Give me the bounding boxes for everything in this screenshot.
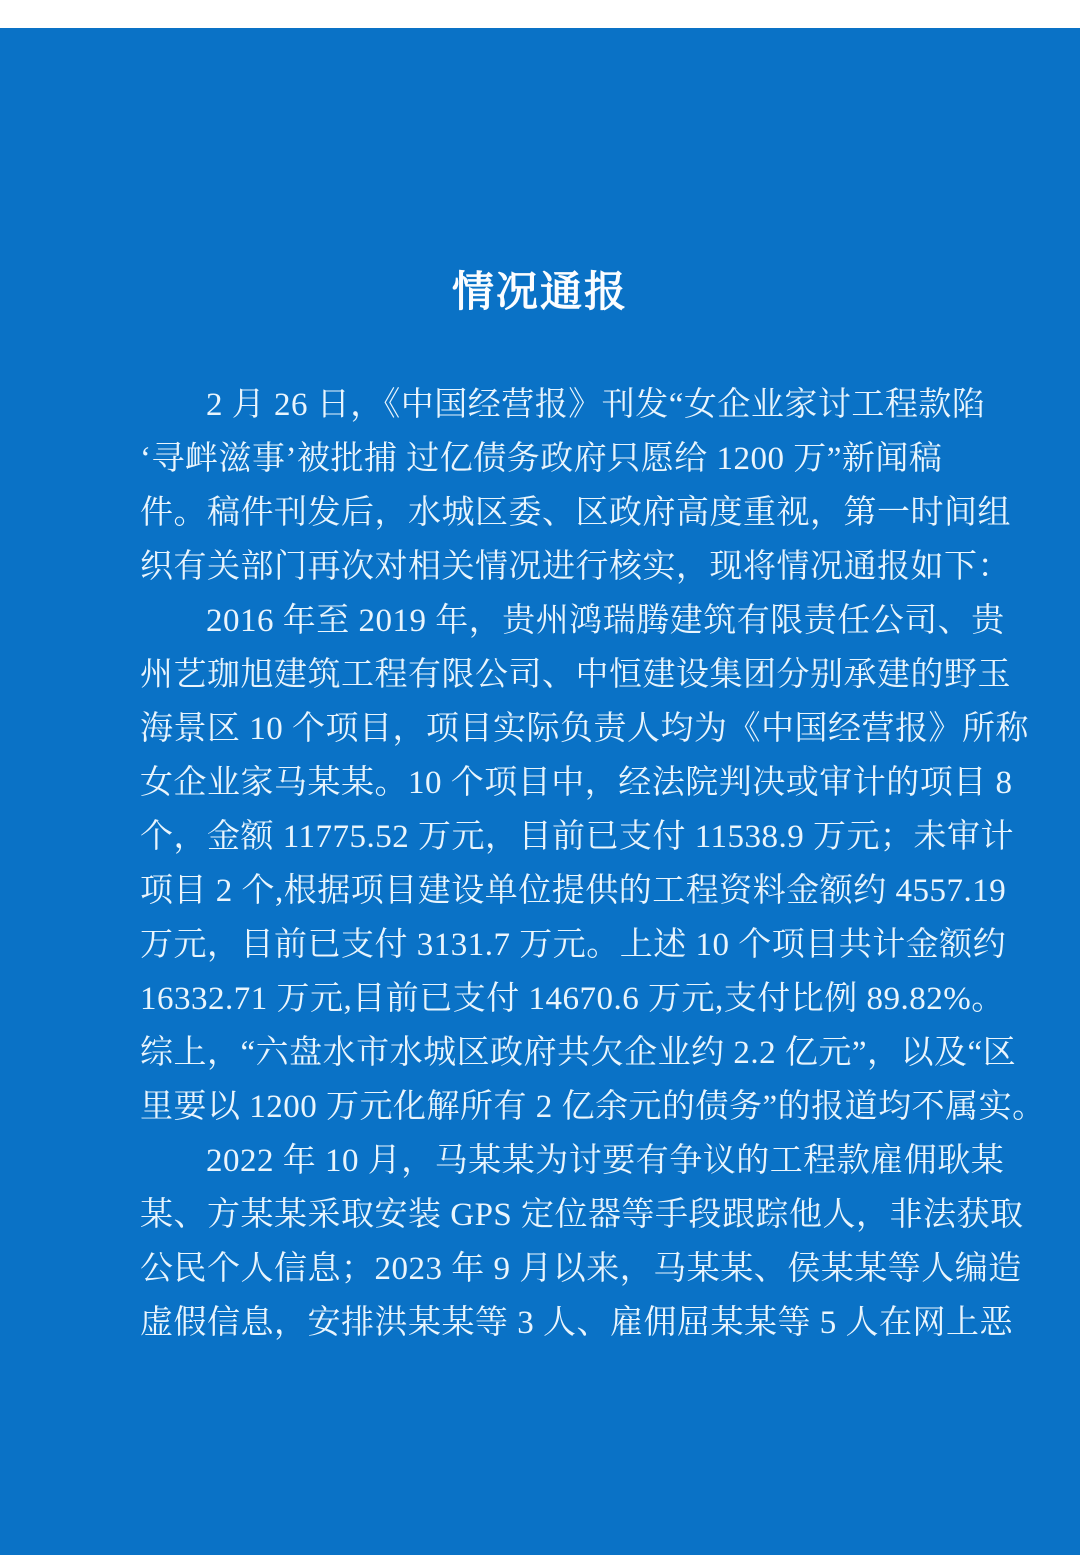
body-line: 2 月 26 日，《中国经营报》刊发“女企业家讨工程款陷 <box>206 387 986 424</box>
body-line: 女企业家马某某。10 个项目中，经法院判决或审计的项目 8 <box>140 765 1013 802</box>
body-line: 2022 年 10 月，马某某为讨要有争议的工程款雇佣耿某 <box>206 1143 1005 1180</box>
body-line: 件。稿件刊发后，水城区委、区政府高度重视，第一时间组 <box>140 495 1011 532</box>
paragraph <box>140 378 1011 594</box>
body-line: 2016 年至 2019 年，贵州鸿瑞腾建筑有限责任公司、贵 <box>206 603 1005 640</box>
paragraph <box>140 1134 1024 1350</box>
paragraph <box>140 594 1046 1134</box>
body-line: 公民个人信息；2023 年 9 月以来，马某某、侯某某等人编造 <box>140 1251 1022 1288</box>
body-line: 里要以 1200 万元化解所有 2 亿余元的债务”的报道均不属实。 <box>140 1089 1046 1126</box>
body-line: 综上，“六盘水市水城区政府共欠企业约 2.2 亿元”，以及“区 <box>140 1035 1017 1072</box>
body-line: 州艺珈旭建筑工程有限公司、中恒建设集团分别承建的野玉 <box>140 657 1011 694</box>
notice-title: 情况通报 <box>451 270 628 317</box>
body-line: ‘寻衅滋事’被批捕 过亿债务政府只愿给 1200 万”新闻稿 <box>140 441 943 478</box>
body-line: 个，金额 11775.52 万元，目前已支付 11538.9 万元；未审计 <box>140 819 1015 856</box>
notice-page <box>0 28 1080 1555</box>
body-line: 16332.71 万元,目前已支付 14670.6 万元,支付比例 89.82%。 <box>140 981 1005 1018</box>
body-line: 海景区 10 个项目，项目实际负责人均为《中国经营报》所称 <box>140 711 1029 748</box>
body-line: 某、方某某采取安装 GPS 定位器等手段跟踪他人，非法获取 <box>140 1197 1024 1234</box>
body-line: 虚假信息，安排洪某某等 3 人、雇佣屈某某等 5 人在网上恶 <box>140 1305 1013 1342</box>
body-line: 万元，目前已支付 3131.7 万元。上述 10 个项目共计金额约 <box>140 927 1007 964</box>
body-line: 项目 2 个,根据项目建设单位提供的工程资料金额约 4557.19 <box>140 873 1007 910</box>
notice-body <box>0 378 1080 1350</box>
body-line: 织有关部门再次对相关情况进行核实，现将情况通报如下： <box>140 549 1011 586</box>
